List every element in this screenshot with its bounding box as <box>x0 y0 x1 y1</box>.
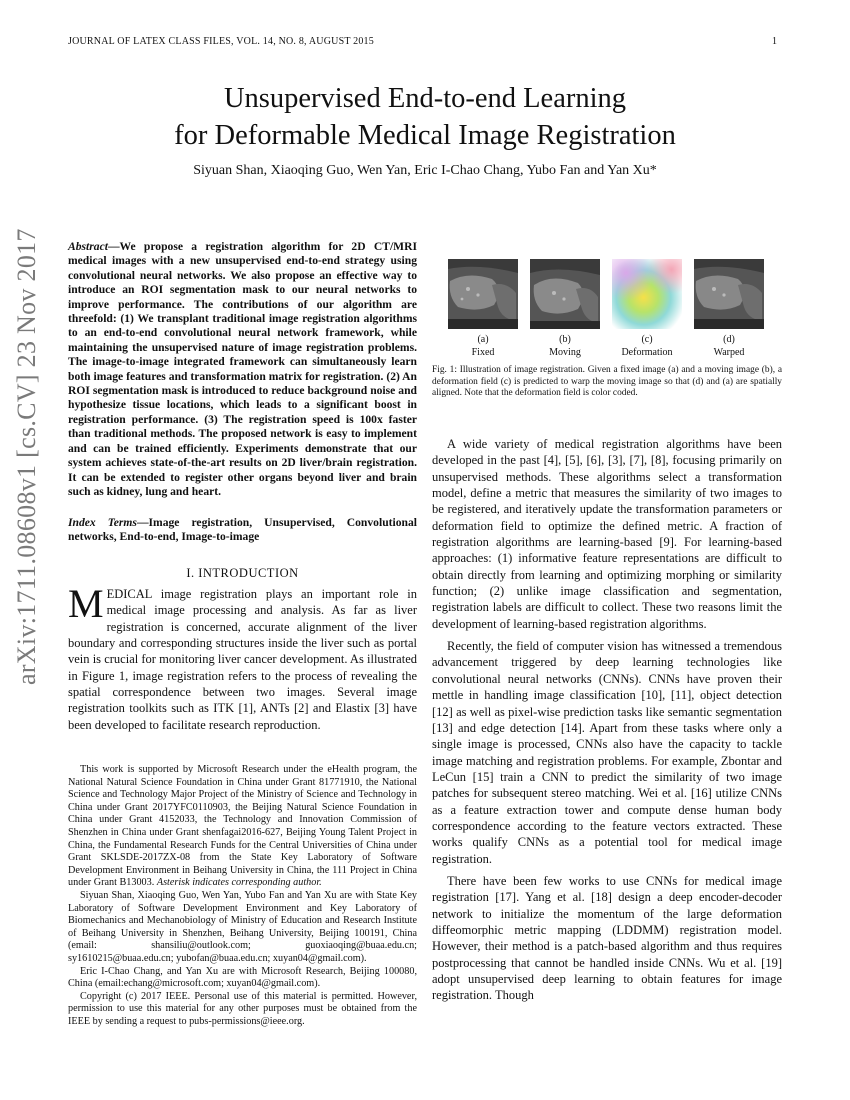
figure-1 <box>432 255 782 360</box>
warped-ct-image <box>694 259 764 329</box>
running-header: JOURNAL OF LATEX CLASS FILES, VOL. 14, NO. 8, AUGUST 2015 <box>68 36 374 47</box>
page-number: 1 <box>772 36 777 47</box>
arxiv-stamp: arXiv:1711.08608v1 [cs.CV] 23 Nov 2017 <box>12 228 41 685</box>
title-line-2: for Deformable Medical Image Registration <box>174 120 676 151</box>
fixed-ct-image <box>448 259 518 329</box>
footnote-asterisk: Asterisk indicates corresponding author. <box>156 877 322 889</box>
paragraph: A wide variety of medical registration algorithms have been developed in the past [4], [5], [6], [3], [7], [8], focusing primarily on unsupervised methods. These algorithms select a transformation model, define a metric that measures the similarity of two images to be registered, and iteratively update the transformation parameters or deformation field to optimize the defined metric. A fraction of registration algorithms are learning-based [9]. For learning-based approaches: (1) informative feature representations are difficult to obtain directly from learning and optimizing morphing or similarity function; (2) unlike image classification and segmentation, registration labels are difficult to collect. These two reasons limit the development of learning-based registration algorithms. <box>432 437 782 631</box>
panel-label-b: (b) Moving <box>549 334 581 358</box>
right-column-body <box>432 436 782 1010</box>
index-terms-text: —Image registration, Unsupervised, Convolutional networks, End-to-end, Image-to-image <box>68 516 417 544</box>
paragraph: Recently, the field of computer vision has witnessed a tremendous advancement triggered by deep learning technologies like convolutional neural networks (CNNs). CNNs have proven their mettle in handling image classification [10], [11], object detection [12] as well as pixel-wise prediction tasks like semantic segmentation [13] and edge detection [14]. Apart from these tasks where only a single image is processed, CNNs also have the capacity to tackle image matching and registration problems. For example, Zbontar and LeCun [15] train a CNN to predict the similarity of two image patches for subsequent stereo matching. Wei et al. [16] utilize CNNs as a feature extraction tower and compute dense human body correspondence according to the feature vectors extracted. These works qualify CNNs as a potential tool for medical image registration. <box>432 639 782 866</box>
paragraph: There have been few works to use CNNs for medical image registration [17]. Yang et al. [18] design a deep encoder-decoder network to initialize the momentum of the large deformation diffeomorphic metric mapping (LDDMM) registration model. However, their method is a patch-based algorithm and thus requires postprocessing that cannot be handled inside CNNs. Wu et al. [19] adopt unsupervised deep learning to obtain features for image registration. Though <box>432 873 782 1003</box>
panel-label-c: (c) Deformation <box>621 334 673 358</box>
footnotes <box>68 764 417 1028</box>
index-terms <box>68 516 417 545</box>
figure-1-caption: Fig. 1: Illustration of image registration. Given a fixed image (a) and a moving image (b), a deformation field (c) is predicted to warp the moving image so that (d) and (a) are spatially aligned. Note that the deformation field is color coded. <box>432 365 782 399</box>
index-terms-label: Index Terms <box>68 516 137 529</box>
panel-label-d: (d) Warped <box>713 334 745 358</box>
abstract-text: —We propose a registration algorithm for 2D CT/MRI medical images with a new unsupervised end-to-end strategy using convolutional neural networks. We also propose an effective way to introduce an ROI segmentation mask to our neural networks to improve performance. The contributions of our algorithm are threefold: (1) We transplant traditional image registration algorithms to an end-to-end convolutional neural network framework, while maintaining the unsupervised nature of image registration problems. The image-to-image integrated framework can simultaneously learn both image features and transformation matrix for registration. (2) An ROI segmentation mask is introduced to reduce background noise and hypothesize tissue locations, which leads to a significant boost in registration performance. (3) The registration speed is 100x faster than traditional methods. The proposed network is easy to implement and can be trained efficiently. Experiments demonstrate that our system achieves state-of-the-art results on 2D liver/brain registration. It can be extended to register other organs beyond liver and brain such as kidney, lung and heart. <box>68 240 417 498</box>
moving-ct-image <box>530 259 600 329</box>
section-heading-introduction: I. INTRODUCTION <box>186 566 299 580</box>
footnote-copyright: Copyright (c) 2017 IEEE. Personal use of this material is permitted. However, permission to use this material for any other purposes must be obtained from the IEEE by sending a request to pubs-permissions@ieee.org. <box>68 990 417 1027</box>
introduction-paragraph <box>68 581 417 733</box>
title-line-1: Unsupervised End-to-end Learning <box>223 83 627 114</box>
deformation-field-image <box>612 259 682 329</box>
panel-label-a: (a) Fixed <box>471 334 495 358</box>
abstract-label: Abstract <box>68 240 108 253</box>
footnote-affiliation: Siyuan Shan, Xiaoqing Guo, Wen Yan, Yubo Fan and Yan Xu are with State Key Laboratory of Software Development Environment and Key Laboratory of Biomechanics and Mechanobiology of Ministry of Education and Research Institute of Beihang University in Shenzhen, Beihang University, Beijing 100191, China (email: shansiliu@outlook.com; guoxiaoqing@buaa.edu.cn; sy1610215@buaa.edu.cn; yubofan@buaa.edu.cn; xuyan04@gmail.com). <box>68 889 417 964</box>
footnote-funding: This work is supported by Microsoft Research under the eHealth program, the National Natural Science Foundation in China under Grant 81771910, the National Science and Technology Major Project of the Ministry of Science and Technology in China under Grant 2017YFC0110903, the Beijing Natural Science Foundation in China under Grant 4152033, the Technology and Innovation Commission of Shenzhen in China under Grant shenfagai2016-627, Beijing Young Talent Project in China, the Fundamental Research Funds for the Central Universities of China under Grant SKLSDE-2017ZX-08 from the State Key Laboratory of Software Development Environment in Beihang University in China, the 111 Project in China under Grant B13003. Asterisk indicates corresponding author. <box>68 764 417 889</box>
abstract <box>68 240 417 499</box>
paper-title <box>68 80 782 154</box>
author-list: Siyuan Shan, Xiaoqing Guo, Wen Yan, Eric I-Chao Chang, Yubo Fan and Yan Xu* <box>193 163 657 178</box>
intro-text: EDICAL image registration plays an important role in medical image processing and analysis. As far as liver registration is concerned, accurate alignment of the liver boundary and corresponding structures inside the liver such as portal vein is crucial for monitoring liver cancer development. As illustrated in Figure 1, image registration refers to the process of revealing the spatial correspondence between two images. Several image registration toolkits such as ITK [1], ANTs [2] and Elastix [3] have been developed to facilitate research reproduction. <box>68 587 417 732</box>
footnote-affiliation-msr: Eric I-Chao Chang, and Yan Xu are with Microsoft Research, Beijing 100080, China (email:echang@microsoft.com; xuyan04@gmail.com). <box>68 965 417 990</box>
drop-cap: M <box>68 581 104 626</box>
